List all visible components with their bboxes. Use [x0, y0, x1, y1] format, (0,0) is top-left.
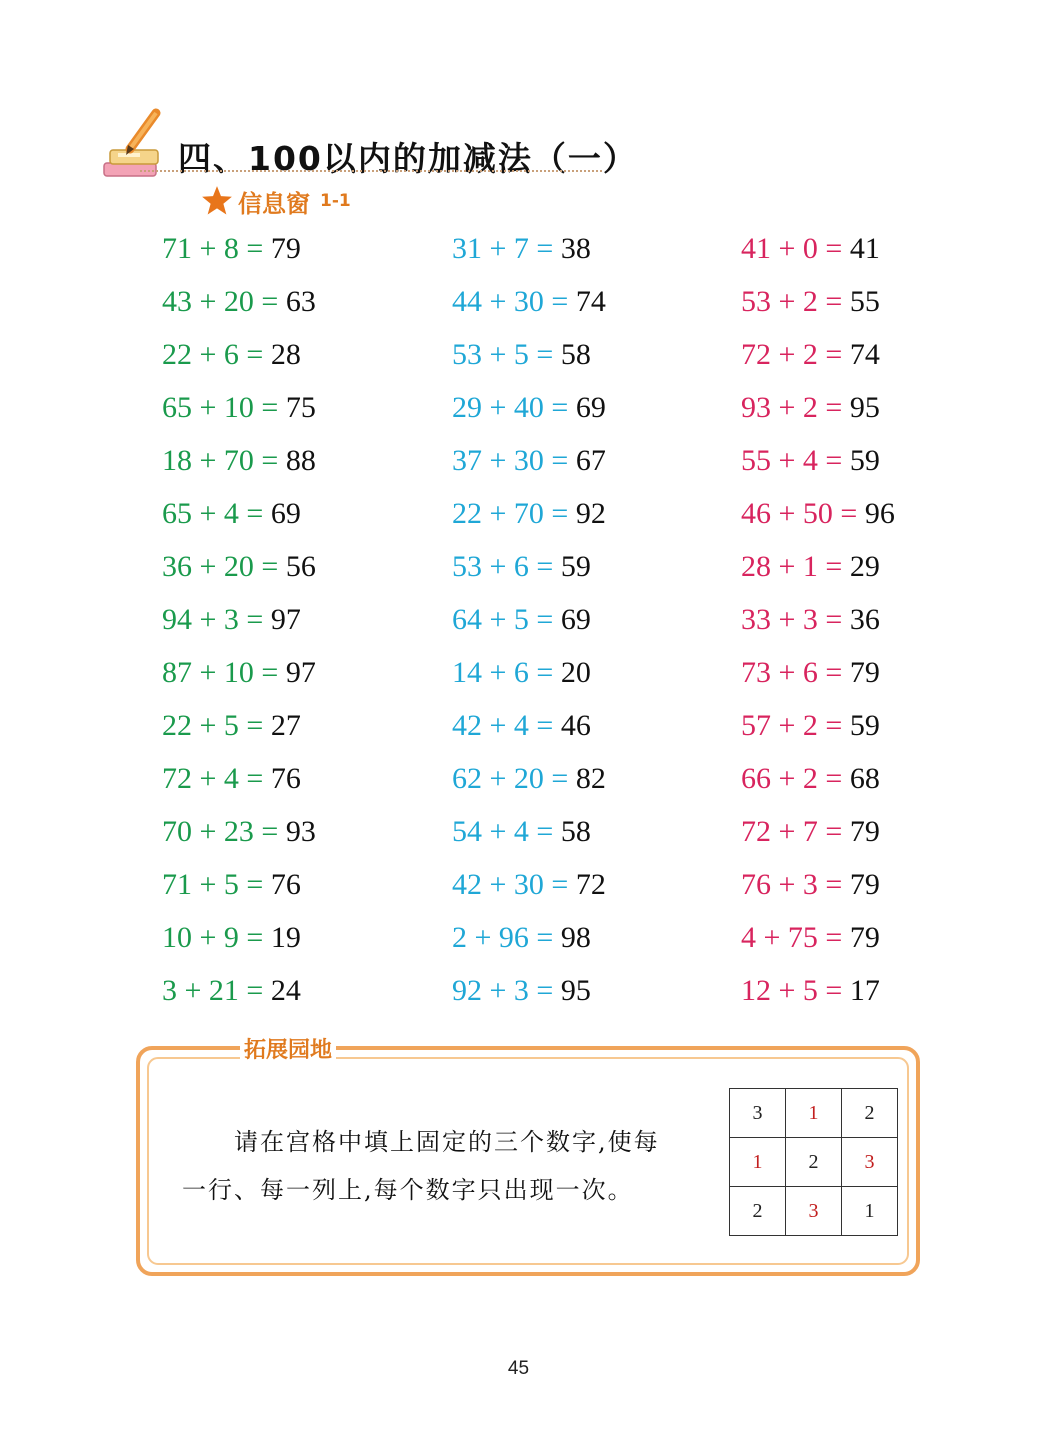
equation [741, 921, 880, 955]
equation-answer: 59 [849, 709, 880, 742]
equation-question: 12 + 5 = [741, 974, 843, 1007]
equation [741, 285, 880, 319]
equation-answer: 93 [285, 815, 316, 848]
instruction-line-2: 一行、每一列上,每个数字只出现一次。 [182, 1176, 634, 1204]
equation-row [162, 285, 942, 325]
equation [452, 974, 591, 1008]
equation-answer: 79 [849, 656, 880, 689]
equation-question: 55 + 4 = [741, 444, 843, 477]
equation [162, 338, 301, 372]
equation-row [162, 709, 942, 749]
equation [452, 709, 591, 743]
equation-question: 42 + 4 = [452, 709, 554, 742]
equation-question: 71 + 5 = [162, 868, 264, 901]
equation-question: 14 + 6 = [452, 656, 554, 689]
equation-question: 4 + 75 = [741, 921, 843, 954]
equation-answer: 92 [575, 497, 606, 530]
sudoku-cell: 1 [730, 1138, 786, 1187]
equation [162, 868, 301, 902]
section-label [200, 183, 351, 219]
sudoku-cell: 2 [730, 1187, 786, 1236]
equation [741, 815, 880, 849]
equation [741, 444, 880, 478]
equation-answer: 82 [575, 762, 606, 795]
equation-answer: 24 [270, 974, 301, 1007]
equation-question: 73 + 6 = [741, 656, 843, 689]
equation-question: 22 + 5 = [162, 709, 264, 742]
equation [162, 815, 316, 849]
equation-answer: 72 [575, 868, 606, 901]
equation [741, 550, 880, 584]
equation-answer: 88 [285, 444, 316, 477]
equation [452, 656, 591, 690]
equation [162, 285, 316, 319]
equation-answer: 41 [849, 232, 880, 265]
chapter-header [100, 105, 638, 185]
equation-answer: 97 [285, 656, 316, 689]
equation-answer: 38 [560, 232, 591, 265]
equation [452, 762, 606, 796]
equation-answer: 67 [575, 444, 606, 477]
equation-answer: 96 [864, 497, 895, 530]
equation-question: 70 + 23 = [162, 815, 279, 848]
equation-question: 62 + 20 = [452, 762, 569, 795]
equation-question: 57 + 2 = [741, 709, 843, 742]
equation-row [162, 338, 942, 378]
equation [452, 603, 591, 637]
equation [452, 497, 606, 531]
equation-question: 29 + 40 = [452, 391, 569, 424]
equation-question: 71 + 8 = [162, 232, 264, 265]
equation-question: 72 + 7 = [741, 815, 843, 848]
equation [741, 709, 880, 743]
section-number: 1-1 [320, 191, 351, 211]
equation-question: 53 + 5 = [452, 338, 554, 371]
equation-answer: 79 [849, 815, 880, 848]
equation [741, 762, 880, 796]
equation [162, 497, 301, 531]
equation-question: 72 + 4 = [162, 762, 264, 795]
equation-answer: 63 [285, 285, 316, 318]
equation [162, 656, 316, 690]
equation-answer: 79 [270, 232, 301, 265]
sudoku-cell: 3 [842, 1138, 898, 1187]
equation-answer: 95 [560, 974, 591, 1007]
equation [452, 921, 591, 955]
equation-question: 94 + 3 = [162, 603, 264, 636]
extension-instructions [182, 1118, 722, 1214]
equation-question: 66 + 2 = [741, 762, 843, 795]
extension-title: 拓展园地 [240, 1033, 336, 1064]
equation [452, 550, 591, 584]
equation-answer: 69 [575, 391, 606, 424]
equation [741, 391, 880, 425]
sudoku-cell: 3 [730, 1089, 786, 1138]
equation [162, 232, 301, 266]
equation [452, 338, 591, 372]
equation-question: 53 + 6 = [452, 550, 554, 583]
equation [162, 709, 301, 743]
equation [452, 391, 606, 425]
equation [741, 656, 880, 690]
sudoku-row [730, 1089, 898, 1138]
equation-answer: 98 [560, 921, 591, 954]
equation-answer: 27 [270, 709, 301, 742]
equation-answer: 79 [849, 868, 880, 901]
equation-question: 22 + 6 = [162, 338, 264, 371]
equation [741, 603, 880, 637]
equation [452, 285, 606, 319]
equation-answer: 97 [270, 603, 301, 636]
equation-question: 76 + 3 = [741, 868, 843, 901]
equation [162, 974, 301, 1008]
equation-answer: 69 [560, 603, 591, 636]
equation-answer: 59 [560, 550, 591, 583]
page-number: 45 [507, 1358, 530, 1379]
chapter-title: 四、100以内的加减法（一） [178, 139, 638, 178]
equation-answer: 75 [285, 391, 316, 424]
equation-question: 22 + 70 = [452, 497, 569, 530]
equation-row [162, 762, 942, 802]
equation-answer: 58 [560, 338, 591, 371]
equation-question: 72 + 2 = [741, 338, 843, 371]
equation-question: 31 + 7 = [452, 232, 554, 265]
equation-question: 42 + 30 = [452, 868, 569, 901]
equation-question: 87 + 10 = [162, 656, 279, 689]
equation-question: 33 + 3 = [741, 603, 843, 636]
equation-question: 92 + 3 = [452, 974, 554, 1007]
sudoku-cell: 3 [786, 1187, 842, 1236]
equation-question: 64 + 5 = [452, 603, 554, 636]
sudoku-cell: 1 [786, 1089, 842, 1138]
equation-answer: 29 [849, 550, 880, 583]
equation-question: 41 + 0 = [741, 232, 843, 265]
sudoku-cell: 1 [842, 1187, 898, 1236]
equation [741, 868, 880, 902]
equation-question: 36 + 20 = [162, 550, 279, 583]
equation-question: 44 + 30 = [452, 285, 569, 318]
equation-answer: 36 [849, 603, 880, 636]
equation [452, 815, 591, 849]
equation-question: 65 + 4 = [162, 497, 264, 530]
equation-question: 65 + 10 = [162, 391, 279, 424]
instruction-line-1: 请在宫格中填上固定的三个数字,使每 [234, 1128, 660, 1156]
equation-row [162, 868, 942, 908]
equation-row [162, 444, 942, 484]
equation [741, 232, 880, 266]
equation-answer: 58 [560, 815, 591, 848]
equation-question: 2 + 96 = [452, 921, 554, 954]
equation-question: 53 + 2 = [741, 285, 843, 318]
equation-row [162, 974, 942, 1014]
equation-answer: 55 [849, 285, 880, 318]
equation-row [162, 656, 942, 696]
equation [741, 974, 880, 1008]
equation-row [162, 497, 942, 537]
sudoku-row [730, 1138, 898, 1187]
equation [162, 550, 316, 584]
equation [452, 868, 606, 902]
equation [741, 497, 895, 531]
equation-answer: 28 [270, 338, 301, 371]
equation-row [162, 232, 942, 272]
equation-answer: 46 [560, 709, 591, 742]
equation-question: 18 + 70 = [162, 444, 279, 477]
sudoku-cell: 2 [842, 1089, 898, 1138]
equation-question: 43 + 20 = [162, 285, 279, 318]
equation [162, 444, 316, 478]
equation [162, 603, 301, 637]
equation-answer: 56 [285, 550, 316, 583]
equation-question: 28 + 1 = [741, 550, 843, 583]
equation-answer: 19 [270, 921, 301, 954]
equation-question: 37 + 30 = [452, 444, 569, 477]
equation-answer: 68 [849, 762, 880, 795]
equation-answer: 79 [849, 921, 880, 954]
equation-answer: 20 [560, 656, 591, 689]
equation-question: 3 + 21 = [162, 974, 264, 1007]
equation [452, 444, 606, 478]
equation-answer: 74 [849, 338, 880, 371]
equation [162, 921, 301, 955]
equation-question: 46 + 50 = [741, 497, 858, 530]
equation [741, 338, 880, 372]
equation-answer: 17 [849, 974, 880, 1007]
sudoku-cell: 2 [786, 1138, 842, 1187]
equation-question: 10 + 9 = [162, 921, 264, 954]
equation-answer: 76 [270, 868, 301, 901]
equation-row [162, 603, 942, 643]
equation-answer: 76 [270, 762, 301, 795]
sudoku-grid [729, 1088, 898, 1236]
equation-question: 54 + 4 = [452, 815, 554, 848]
equation-answer: 74 [575, 285, 606, 318]
books-pencil-icon [100, 105, 170, 185]
equation-answer: 95 [849, 391, 880, 424]
equation-row [162, 550, 942, 590]
sudoku-row [730, 1187, 898, 1236]
star-icon [200, 184, 234, 218]
equation [162, 762, 301, 796]
equation-question: 93 + 2 = [741, 391, 843, 424]
section-label-text: 信息窗 [238, 189, 310, 218]
equation-row [162, 391, 942, 431]
title-divider [140, 170, 602, 172]
equation-answer: 69 [270, 497, 301, 530]
equation [452, 232, 591, 266]
equation-answer: 59 [849, 444, 880, 477]
equation-row [162, 921, 942, 961]
equation [162, 391, 316, 425]
equation-row [162, 815, 942, 855]
